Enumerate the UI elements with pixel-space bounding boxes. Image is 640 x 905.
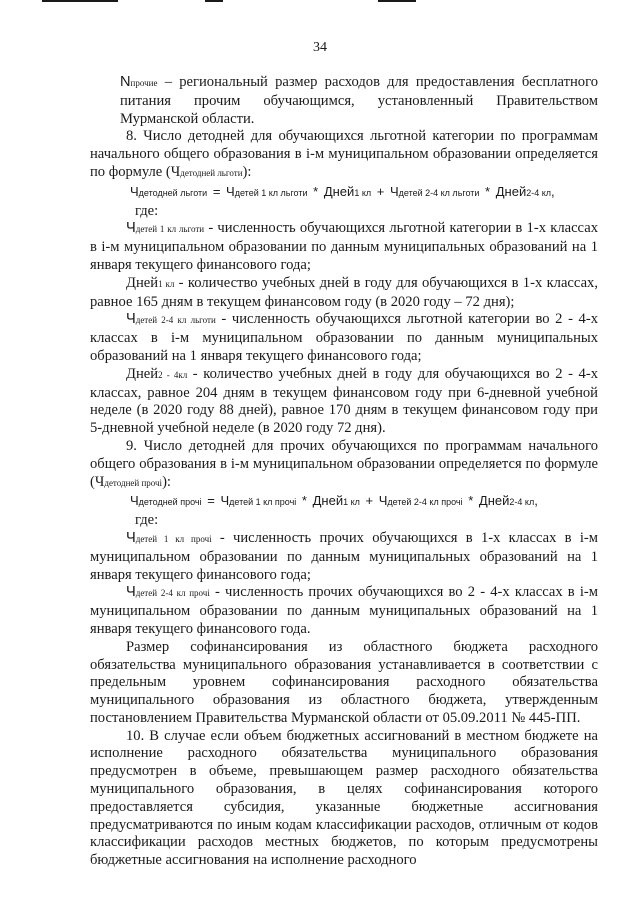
paragraph-tail: ): <box>242 163 252 180</box>
variable-subscript: детей 2-4 кл льготи <box>135 315 216 326</box>
definition-text: - численность обучающихся льготной категории во 2 - 4-х классах в i-м муниципальном образовании по данным муниципальных образований на 1 января текущего финансового года; <box>90 311 598 364</box>
formula-end: , <box>534 493 538 509</box>
definition-children-1st-grade-other <box>90 530 598 584</box>
variable-subscript: детей 1 кл прочі <box>135 533 212 544</box>
formula-operator: + <box>365 493 374 509</box>
variable-symbol: Дней <box>126 274 159 291</box>
paragraph-text: 9. Число детодней для прочих обучающихся по программам начального общего образования в i-м муниципальном образовании определяется по формуле (Ч <box>90 437 598 490</box>
formula-subscript: детей 1 кл льготи <box>234 187 308 198</box>
definition-text: - численность прочих обучающихся во 2 - 4-х классах в i-м муниципальном образовании по данным муниципальных образований на 1 января текущего финансового года. <box>90 584 598 637</box>
paragraph-n-prochie <box>90 74 598 128</box>
formula-subscript: 1 кл <box>354 187 372 198</box>
formula-operator: + <box>376 183 385 199</box>
variable-symbol: Ч <box>126 584 136 601</box>
definition-days-1st-grade <box>90 275 598 312</box>
formula-subscript: 2-4 кл <box>509 497 535 508</box>
variable-symbol: Ч <box>126 311 136 328</box>
formula-operator: = <box>212 183 221 199</box>
formula-term: Дней <box>495 183 527 199</box>
paragraph-item-8 <box>90 128 598 182</box>
formula-subscript: детей 1 кл прочі <box>229 497 297 508</box>
definition-children-2-4-grade-privileged <box>90 311 598 365</box>
top-edge-mark-right <box>378 0 416 2</box>
formula-operator: * <box>468 493 474 509</box>
formula-operator: * <box>485 183 491 199</box>
formula-operator: = <box>207 493 215 509</box>
definition-text: - численность обучающихся льготной категории в 1-х классах в i-м муниципальном образовании по данным муниципальных образований на 1 января текущего финансового года; <box>90 220 598 273</box>
paragraph-cofinancing: Размер софинансирования из областного бюджета расходного обязательства муниципального образования устанавливается в соответствии с предельным уровнем софинансирования расходного обязательства муниципального образования из областного бюджета, утвержденным постановлением Правительства Мурманской области от 05.09.2011 № 445-ПП. <box>90 638 598 726</box>
formula-term: Ч <box>389 183 399 199</box>
variable-subscript: 2 - 4кл <box>158 369 188 380</box>
formula-subscript: детей 2-4 кл льготи <box>398 187 480 198</box>
paragraph-text: – региональный размер расходов для предоставления бесплатного питания прочим обучающимся, установленный Правительством Мурманской области. <box>120 74 598 127</box>
top-edge-mark-left <box>42 0 118 2</box>
formula-term: Дней <box>478 493 510 509</box>
formula-subscript: 2-4 кл <box>526 187 552 198</box>
variable-subscript: детодней льготи <box>180 167 243 178</box>
formula-term: Ч <box>226 183 235 199</box>
formula-term: Дней <box>312 493 344 509</box>
variable-subscript: детодней прочі <box>104 477 163 488</box>
formula-operator: * <box>301 493 307 509</box>
formula-term: Ч <box>220 493 230 509</box>
paragraph-tail: ): <box>162 473 171 490</box>
variable-symbol: Дней <box>126 365 159 382</box>
formula-subscript: детей 2-4 кл прочі <box>387 497 463 508</box>
formula-term: Дней <box>323 183 355 199</box>
document-body <box>90 74 598 870</box>
definition-days-2-4-grade <box>90 366 598 438</box>
formula-operator: * <box>313 183 319 199</box>
definition-text: - количество учебных дней в году для обучающихся в 1-х классах, равное 165 дням в текущем финансовом году (в 2020 году – 72 дня); <box>90 274 598 310</box>
page-number: 34 <box>313 40 327 55</box>
definition-text: - количество учебных дней в году для обучающихся во 2 - 4-х классах, равное 204 дням в текущем финансовом году при 6-дневной учебной неделе (в 2020 году 88 дней), равное 170 дням в текущем финансовом году при 5-дневной учебной неделе (в 2020 году 72 дня). <box>90 365 598 437</box>
formula-subscript: детодней прочі <box>138 497 202 508</box>
formula-other <box>90 492 598 512</box>
definition-children-2-4-grade-other <box>90 584 598 638</box>
where-label: где: <box>135 512 159 529</box>
paragraph-text: 8. Число детодней для обучающихся льготной категории по программам начального общего образования в i-м муниципальном образовании определяется по формуле (Ч <box>90 128 598 180</box>
definition-children-1st-grade-privileged <box>90 220 598 274</box>
top-edge-mark-middle <box>205 0 223 2</box>
variable-subscript: детей 2-4 кл прочі <box>135 588 210 599</box>
formula-end: , <box>551 183 555 199</box>
where-label: где: <box>135 202 159 219</box>
variable-subscript: 1 кл <box>158 278 175 289</box>
variable-symbol: N <box>120 74 131 90</box>
paragraph-item-10: 10. В случае если объем бюджетных ассигнований в местном бюджете на исполнение расходного обязательства муниципального образования предусмотрен в объеме, превышающем размер расходного обязательства муниципального образования, в целях софинансирования которого предоставляется субсидия, указанные бюджетные ассигнования предусматриваются по иным кодам классификации расходов, отличным от кодов классификации расходов местных бюджетов, по которым предусмотрены бюджетные ассигнования на исполнение расходного <box>90 727 598 869</box>
formula-subscript: 1 кл <box>343 497 360 508</box>
variable-subscript: прочие <box>130 78 158 88</box>
variable-subscript: детей 1 кл льготи <box>135 224 205 235</box>
definition-text: - численность прочих обучающихся в 1-х классах в i-м муниципальном образовании по данным муниципальных образований на 1 января текущего финансового года; <box>90 529 598 583</box>
paragraph-item-9 <box>90 438 598 492</box>
formula-term: Ч <box>130 493 139 509</box>
variable-symbol: Ч <box>126 529 136 546</box>
formula-privileged <box>90 183 598 203</box>
variable-symbol: Ч <box>126 220 136 237</box>
formula-subscript: детодней льготи <box>138 187 208 198</box>
formula-term: Ч <box>130 183 139 199</box>
formula-term: Ч <box>378 493 388 509</box>
